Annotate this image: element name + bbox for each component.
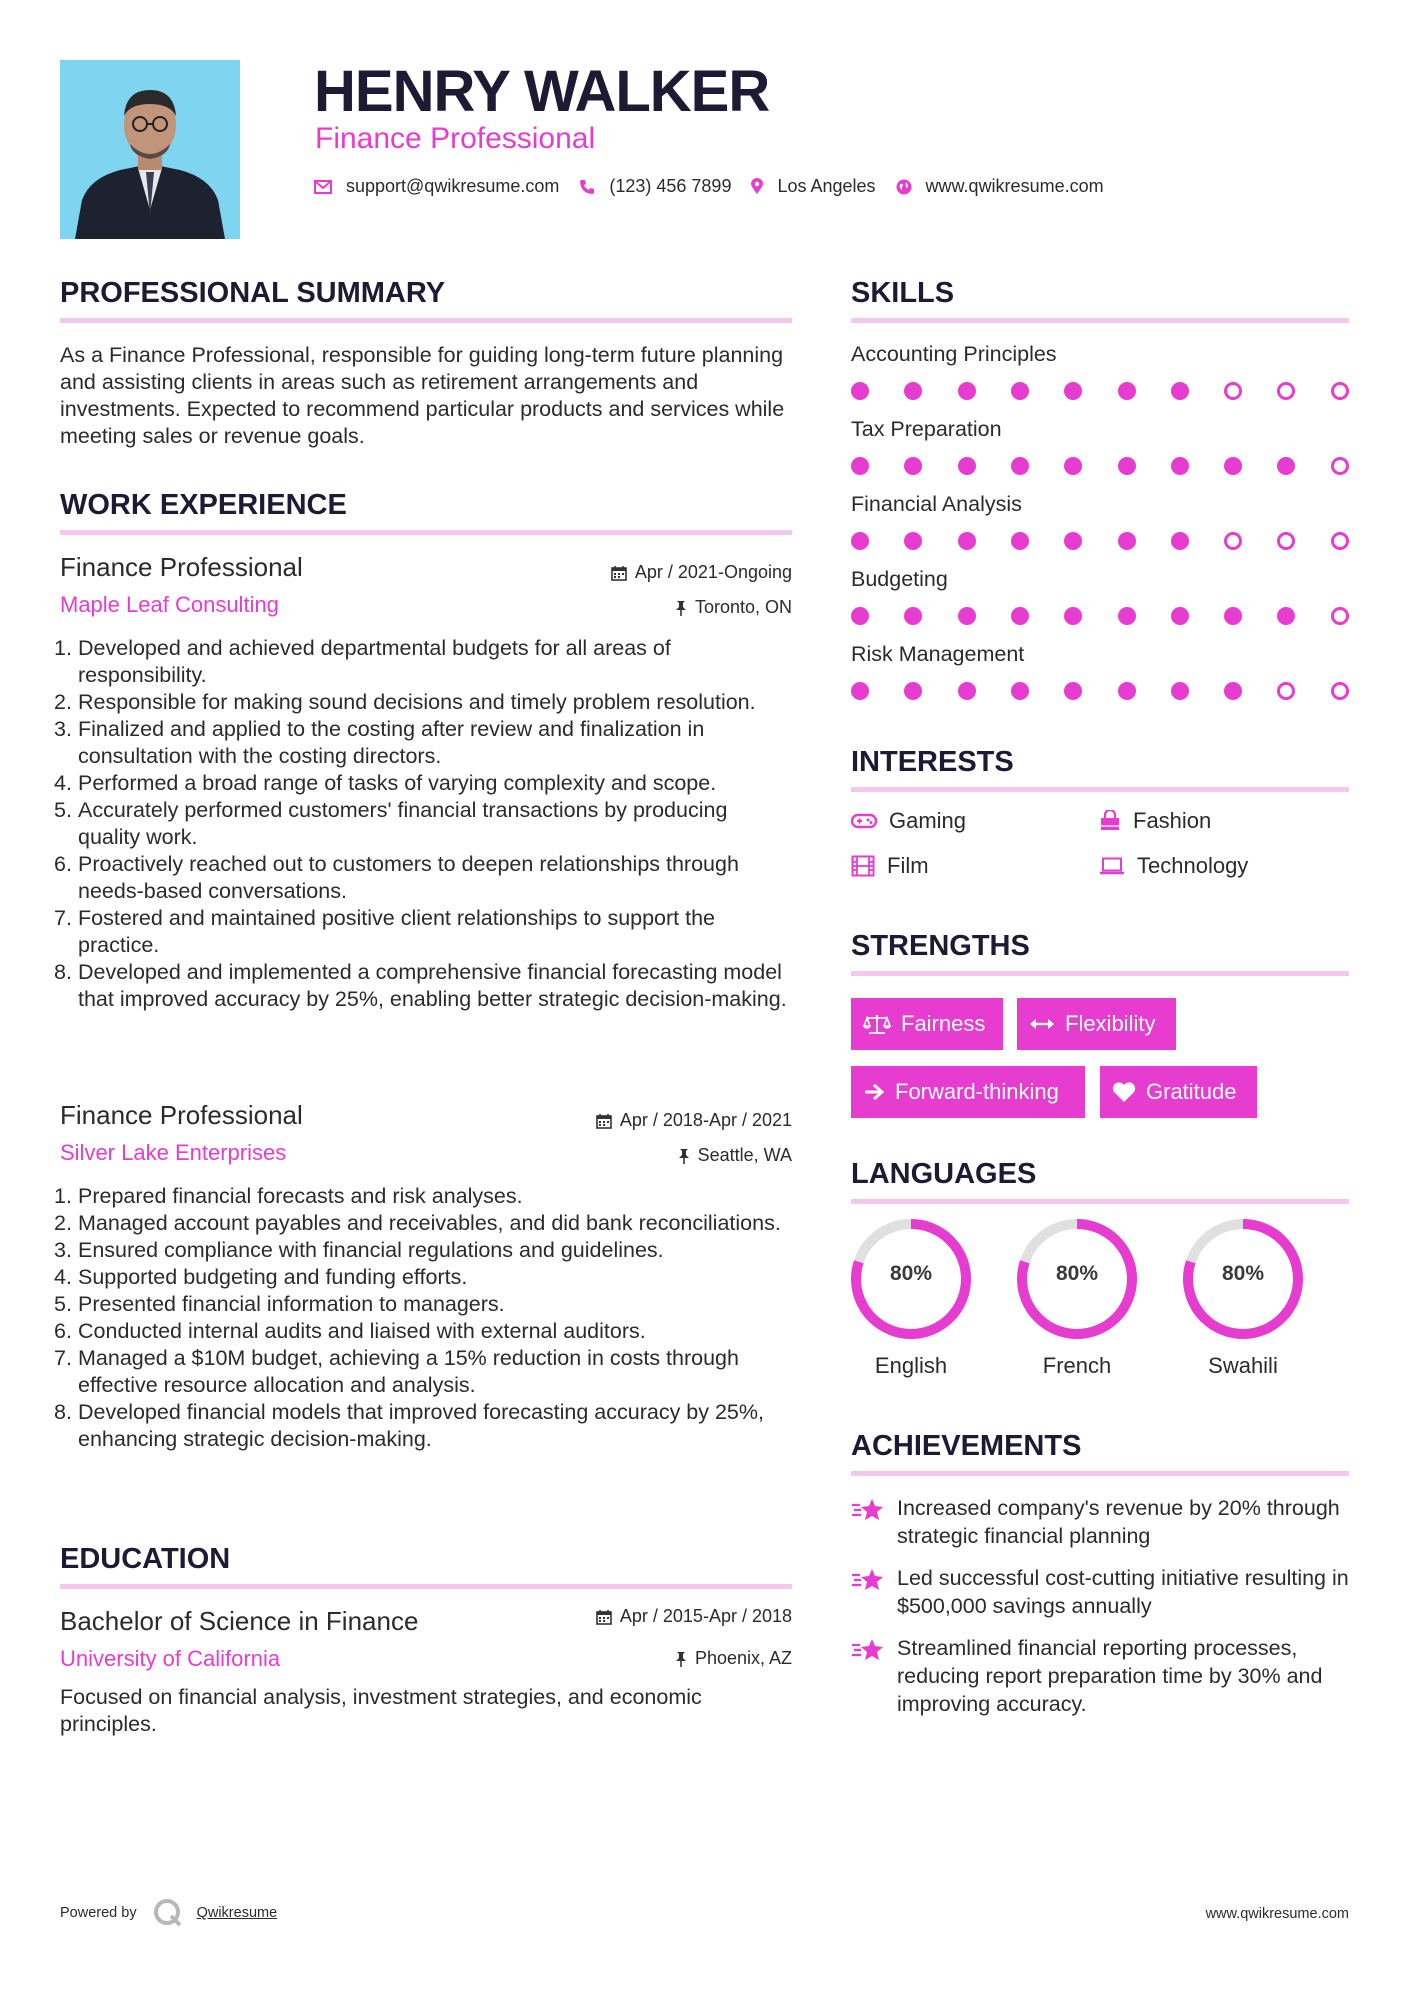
skill-dot-filled (1118, 682, 1136, 700)
skill-dot-empty (1331, 382, 1349, 400)
skill-dot-filled (904, 532, 922, 550)
skill-dot-filled (958, 607, 976, 625)
achievement-item (851, 1564, 1349, 1620)
skills-rule (851, 318, 1349, 323)
education-rule (60, 1584, 792, 1589)
scale-icon (863, 1013, 891, 1035)
skill-dot-filled (1224, 457, 1242, 475)
skill-dot-filled (1277, 607, 1295, 625)
interest-item (851, 808, 966, 834)
skill-dot-filled (904, 457, 922, 475)
education-location-text: Phoenix, AZ (694, 1648, 792, 1668)
strength-label: Flexibility (1065, 1011, 1156, 1036)
skill-dot-empty (1277, 682, 1295, 700)
gamepad-icon (851, 813, 877, 829)
email-text: support@qwikresume.com (346, 176, 560, 196)
interest-label: Gaming (889, 808, 967, 833)
strength-tag (851, 998, 1003, 1050)
shooting-star-icon (851, 1636, 885, 1664)
skill-dot-filled (958, 682, 976, 700)
skill-dot-filled (1118, 457, 1136, 475)
skill-rating (851, 382, 1349, 402)
skill-dot-empty (1277, 532, 1295, 550)
skill-dot-filled (958, 457, 976, 475)
list-item: Accurately performed customers' financial transactions by producing quality work. (78, 798, 728, 849)
job-title: Finance Professional (60, 552, 303, 582)
footer-site[interactable]: www.qwikresume.com (1205, 1906, 1349, 1922)
skill-dot-empty (1224, 382, 1242, 400)
job-title: Finance Professional (60, 1100, 303, 1130)
list-item: Developed financial models that improved forecasting accuracy by 25%, enhancing strategic decision-making. (78, 1400, 764, 1451)
job-bullets (60, 635, 792, 1013)
skill-dot-filled (1171, 607, 1189, 625)
strength-tag (1017, 998, 1176, 1050)
degree-title: Bachelor of Science in Finance (60, 1606, 419, 1636)
achievement-text: Increased company's revenue by 20% through strategic financial planning (897, 1496, 1340, 1548)
skill-dot-filled (1118, 532, 1136, 550)
skill-dot-filled (1171, 532, 1189, 550)
strength-tag (851, 1066, 1085, 1118)
skill-dot-filled (851, 607, 869, 625)
interests-heading: INTERESTS (851, 746, 1014, 778)
skill-dot-empty (1331, 682, 1349, 700)
candidate-title: Finance Professional (315, 122, 596, 155)
skill-dot-filled (904, 382, 922, 400)
calendar-icon (611, 565, 627, 581)
list-item: Proactively reached out to customers to deepen relationships through needs-based conversations. (78, 852, 739, 903)
education-location (675, 1648, 792, 1669)
job-location (678, 1145, 792, 1166)
list-item: Conducted internal audits and liaised with external auditors. (78, 1319, 646, 1343)
skill-dot-filled (958, 382, 976, 400)
achievements-heading: ACHIEVEMENTS (851, 1430, 1082, 1462)
education-dates (596, 1606, 792, 1627)
skill-name: Tax Preparation (851, 417, 1002, 441)
skill-name: Financial Analysis (851, 492, 1022, 516)
language-percent: 80% (1221, 1262, 1265, 1285)
skill-dot-filled (1277, 457, 1295, 475)
experience-rule (60, 530, 792, 535)
interest-label: Technology (1137, 853, 1249, 878)
laptop-icon (1099, 857, 1125, 875)
achievement-text: Streamlined financial reporting processes, reducing report preparation time by 30% and improving accuracy. (897, 1636, 1323, 1716)
job-dates (596, 1110, 792, 1131)
list-item: Developed and implemented a comprehensive financial forecasting model that improved accuracy by 25%, enabling better strategic decision-making. (78, 960, 787, 1011)
education-dates-text: Apr / 2015-Apr / 2018 (619, 1606, 792, 1626)
candidate-name: HENRY WALKER (314, 59, 770, 124)
education-heading: EDUCATION (60, 1543, 231, 1575)
footer-powered-by (60, 1898, 277, 1928)
skill-dot-filled (1011, 682, 1029, 700)
list-item: Developed and achieved departmental budgets for all areas of responsibility. (78, 636, 671, 687)
achievement-text: Led successful cost-cutting initiative resulting in $500,000 savings annually (897, 1566, 1349, 1618)
skill-dot-filled (1171, 382, 1189, 400)
list-item: Managed account payables and receivables, and did bank reconciliations. (78, 1211, 781, 1235)
shopping-bag-icon (1099, 810, 1121, 832)
education-description: Focused on financial analysis, investment strategies, and economic principles. (60, 1685, 702, 1736)
language-name: French (1042, 1353, 1112, 1378)
shooting-star-icon (851, 1496, 885, 1524)
language-name: Swahili (1208, 1353, 1278, 1378)
website-text: www.qwikresume.com (925, 176, 1104, 196)
strength-label: Gratitude (1146, 1079, 1237, 1104)
phone-text: (123) 456 7899 (609, 176, 732, 196)
language-percent: 80% (1055, 1262, 1099, 1285)
strength-label: Fairness (901, 1011, 986, 1036)
skill-dot-empty (1331, 457, 1349, 475)
skill-dot-filled (1171, 682, 1189, 700)
skill-dot-filled (851, 457, 869, 475)
skill-name: Risk Management (851, 642, 1025, 666)
strength-label: Forward-thinking (895, 1079, 1059, 1104)
skills-heading: SKILLS (851, 277, 955, 309)
pushpin-icon (678, 1148, 690, 1164)
location-text: Los Angeles (777, 176, 876, 196)
arrow-right-icon (863, 1082, 885, 1102)
skill-rating (851, 532, 1349, 552)
achievement-item (851, 1634, 1349, 1718)
strength-tag (1100, 1066, 1257, 1118)
list-item: Managed a $10M budget, achieving a 15% reduction in costs through effective resource allocation and analysis. (78, 1346, 739, 1397)
job-dates (611, 562, 792, 583)
skill-dot-filled (1011, 607, 1029, 625)
skill-dot-filled (1064, 682, 1082, 700)
list-item: Fostered and maintained positive client relationships to support the practice. (78, 906, 716, 957)
arrows-horizontal-icon (1029, 1016, 1055, 1032)
skill-name: Budgeting (851, 567, 948, 591)
job-dates-text: Apr / 2021-Ongoing (634, 562, 792, 582)
skill-dot-filled (1224, 682, 1242, 700)
job-dates-text: Apr / 2018-Apr / 2021 (619, 1110, 792, 1130)
summary-text: As a Finance Professional, responsible for guiding long-term future planning and assisting clients in areas such as retirement arrangements and investments. Expected to recommend particular products and services while meeting sales or revenue goals. (60, 343, 785, 448)
list-item: Performed a broad range of tasks of varying complexity and scope. (78, 771, 717, 795)
job-company: Silver Lake Enterprises (60, 1140, 287, 1165)
skill-dot-filled (1224, 607, 1242, 625)
calendar-icon (596, 1113, 612, 1129)
job-bullets (60, 1183, 792, 1453)
language-item (1015, 1217, 1139, 1379)
list-item: Ensured compliance with financial regulations and guidelines. (78, 1238, 664, 1262)
interest-item (1099, 853, 1248, 879)
language-item (849, 1217, 973, 1379)
job-location (675, 597, 792, 618)
heart-icon (1112, 1081, 1136, 1103)
skill-dot-filled (958, 532, 976, 550)
film-icon (851, 855, 875, 877)
list-item: Responsible for making sound decisions and timely problem resolution. (78, 690, 756, 714)
list-item: Presented financial information to managers. (78, 1292, 505, 1316)
skill-dot-filled (904, 607, 922, 625)
summary-heading: PROFESSIONAL SUMMARY (60, 277, 446, 309)
school-name: University of California (60, 1646, 281, 1671)
interest-label: Film (887, 853, 929, 878)
achievement-item (851, 1494, 1349, 1550)
interest-item (851, 853, 929, 879)
skill-rating (851, 457, 1349, 477)
right-column (851, 0, 1349, 1990)
interest-label: Fashion (1133, 808, 1212, 833)
interest-item (1099, 808, 1211, 834)
list-item: Supported budgeting and funding efforts. (78, 1265, 468, 1289)
skill-dot-filled (1118, 382, 1136, 400)
powered-by-text: Powered by (60, 1905, 137, 1921)
language-name: English (874, 1353, 948, 1378)
skill-name: Accounting Principles (851, 342, 1057, 366)
skill-dot-filled (1064, 457, 1082, 475)
languages-rule (851, 1199, 1349, 1204)
list-item: Finalized and applied to the costing after review and finalization in consultation with the costing directors. (78, 717, 705, 768)
qwikresume-link[interactable]: Qwikresume (196, 1905, 278, 1921)
skill-dot-filled (1011, 457, 1029, 475)
skill-dot-filled (851, 382, 869, 400)
skill-dot-filled (1171, 457, 1189, 475)
skill-dot-empty (1331, 532, 1349, 550)
skill-dot-empty (1331, 607, 1349, 625)
pushpin-icon (675, 600, 687, 616)
job-location-text: Toronto, ON (694, 597, 792, 617)
skill-dot-filled (851, 682, 869, 700)
skill-dot-filled (851, 532, 869, 550)
shooting-star-icon (851, 1566, 885, 1594)
skill-dot-filled (1118, 607, 1136, 625)
skill-dot-empty (1277, 382, 1295, 400)
skill-dot-filled (1011, 532, 1029, 550)
experience-heading: WORK EXPERIENCE (60, 489, 347, 521)
list-item: Prepared financial forecasts and risk analyses. (78, 1184, 523, 1208)
language-percent: 80% (889, 1262, 933, 1285)
summary-rule (60, 318, 792, 323)
languages-heading: LANGUAGES (851, 1158, 1037, 1190)
pushpin-icon (675, 1651, 687, 1667)
calendar-icon (596, 1609, 612, 1625)
strengths-heading: STRENGTHS (851, 930, 1030, 962)
skill-dot-filled (1064, 607, 1082, 625)
qwikresume-logo-icon (153, 1898, 183, 1928)
job-company: Maple Leaf Consulting (60, 592, 279, 617)
skill-dot-filled (1064, 532, 1082, 550)
skill-dot-filled (1064, 382, 1082, 400)
skill-dot-filled (1011, 382, 1029, 400)
achievements-rule (851, 1471, 1349, 1476)
left-column (60, 0, 792, 1990)
skill-dot-empty (1224, 532, 1242, 550)
language-item (1181, 1217, 1305, 1379)
skill-rating (851, 607, 1349, 627)
skill-rating (851, 682, 1349, 702)
interests-rule (851, 787, 1349, 792)
job-location-text: Seattle, WA (697, 1145, 792, 1165)
strengths-rule (851, 971, 1349, 976)
skill-dot-filled (904, 682, 922, 700)
